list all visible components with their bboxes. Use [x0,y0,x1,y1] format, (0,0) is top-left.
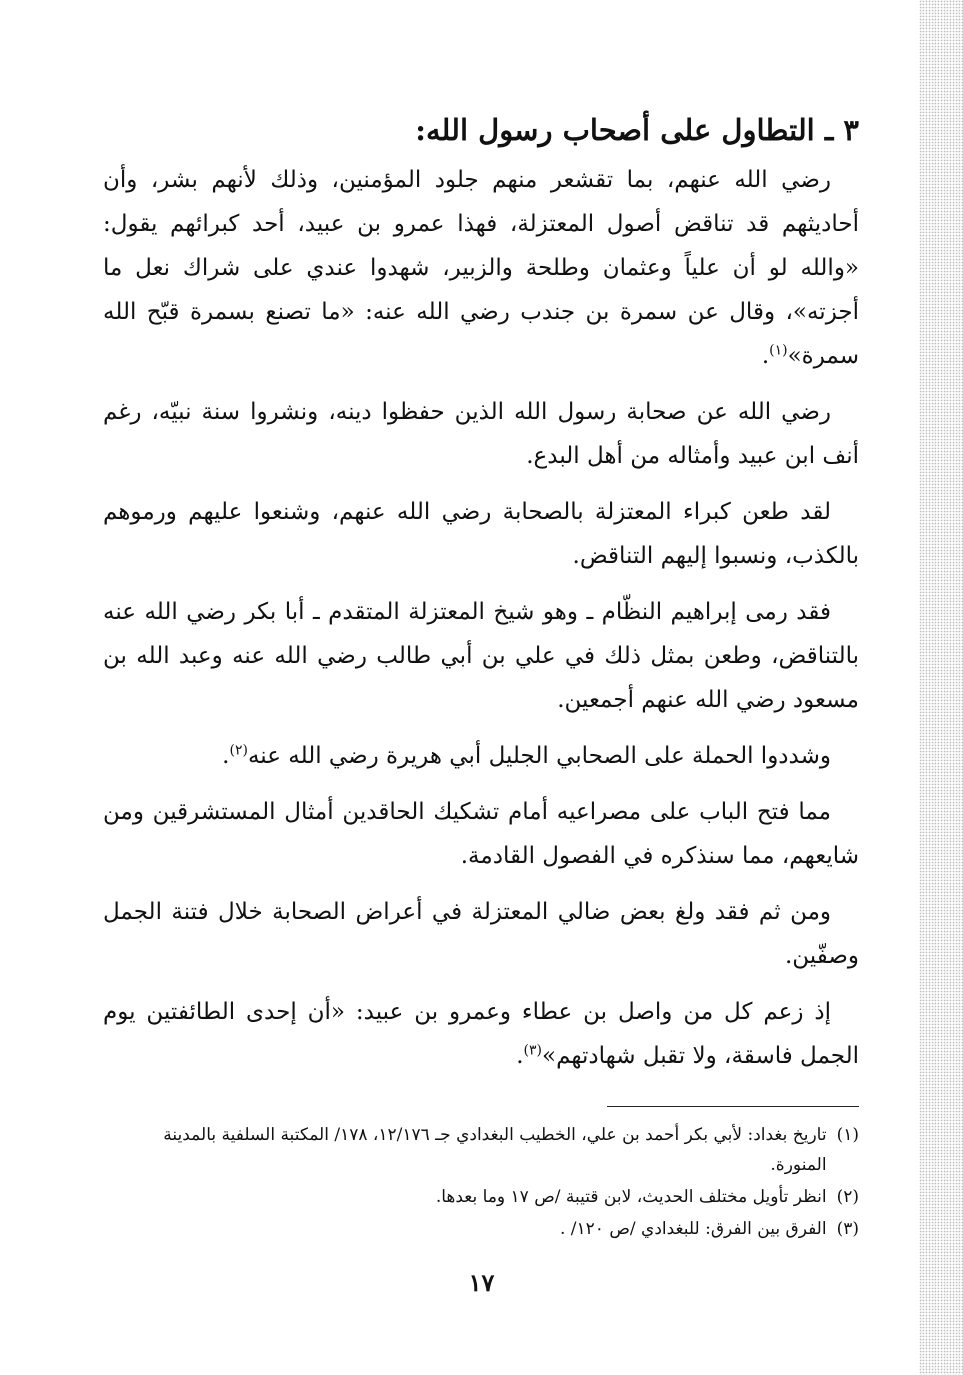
paragraph-text: إذ زعم كل من واصل بن عطاء وعمرو بن عبيد: «أن إحدى الطائفتين يوم الجمل فاسقة، ولا تقبل شهادتهم» [103,999,859,1069]
footnote-divider [607,1106,859,1107]
paragraph-8 [103,990,859,1078]
footnote-ref-2[interactable]: (٢) [229,742,248,759]
paragraph-text: رضي الله عنهم، بما تقشعر منهم جلود المؤمنين، وذلك لأنهم بشر، وأن أحاديثهم قد تناقض أصول المعتزلة، فهذا عمرو بن عبيد، أحد كبرائهم يقول: «والله لو أن علياً وعثمان وطلحة والزبير، شهدوا عندي على شراك نعل ما أجزته»، وقال عن سمرة بن جندب رضي الله عنه: «ما تصنع بسمرة قبّح الله سمرة» [103,167,859,369]
paragraph-3: لقد طعن كبراء المعتزلة بالصحابة رضي الله عنهم، وشنعوا عليهم ورموهم بالكذب، ونسبوا إليهم التناقض. [103,499,859,569]
paragraph-tail: . [516,1043,524,1069]
page-body [103,108,859,1090]
paragraph-7: ومن ثم فقد ولغ بعض ضالي المعتزلة في أعراض الصحابة خلال فتنة الجمل وصفّين. [103,899,859,969]
paragraph-6: مما فتح الباب على مصراعيه أمام تشكيك الحاقدين أمثال المستشرقين ومن شايعهم، مما سنذكره في الفصول القادمة. [103,799,859,869]
footnote-text: الفرق بين الفرق: للبغدادي /ص ١٢٠/ . [559,1219,827,1239]
paragraph-2: رضي الله عن صحابة رسول الله الذين حفظوا دينه، ونشروا سنة نبيّه، رغم أنف ابن عبيد وأمثاله من أهل البدع. [103,399,859,469]
footnote-number: (٢) [836,1187,859,1207]
footnotes [103,1120,859,1246]
paragraph-5 [103,734,859,778]
paragraph-1 [103,158,859,378]
footnote-number: (١) [836,1125,859,1145]
scanned-page-edge [919,0,963,1375]
paragraph-tail: . [761,343,770,369]
footnote-3 [103,1214,859,1244]
paragraph-text: وشددوا الحملة على الصحابي الجليل أبي هريرة رضي الله عنه [247,743,831,769]
footnote-ref-1[interactable]: (١) [769,342,788,359]
paragraph-4: فقد رمى إبراهيم النظّام ـ وهو شيخ المعتزلة المتقدم ـ أبا بكر رضي الله عنه بالتناقض، وطعن بمثل ذلك في علي بن أبي طالب رضي الله عنه وعبد الله بن مسعود رضي الله عنهم أجمعين. [103,599,859,713]
footnote-number: (٣) [836,1219,859,1239]
section-title: ٣ ـ التطاول على أصحاب رسول الله: [415,113,859,147]
footnote-ref-3[interactable]: (٣) [523,1042,542,1059]
footnote-text: تاريخ بغداد: لأبي بكر أحمد بن علي، الخطيب البغدادي جـ ١٢/١٧٦، ١٧٨/ المكتبة السلفية بالمدينة المنورة. [163,1125,827,1175]
footnote-1 [103,1120,859,1180]
page-number: ١٧ [468,1268,495,1297]
paragraph-tail: . [222,743,230,769]
footnote-2 [103,1182,859,1212]
footnote-text: انظر تأويل مختلف الحديث، لابن قتيبة /ص ١٧ وما بعدها. [435,1187,827,1207]
